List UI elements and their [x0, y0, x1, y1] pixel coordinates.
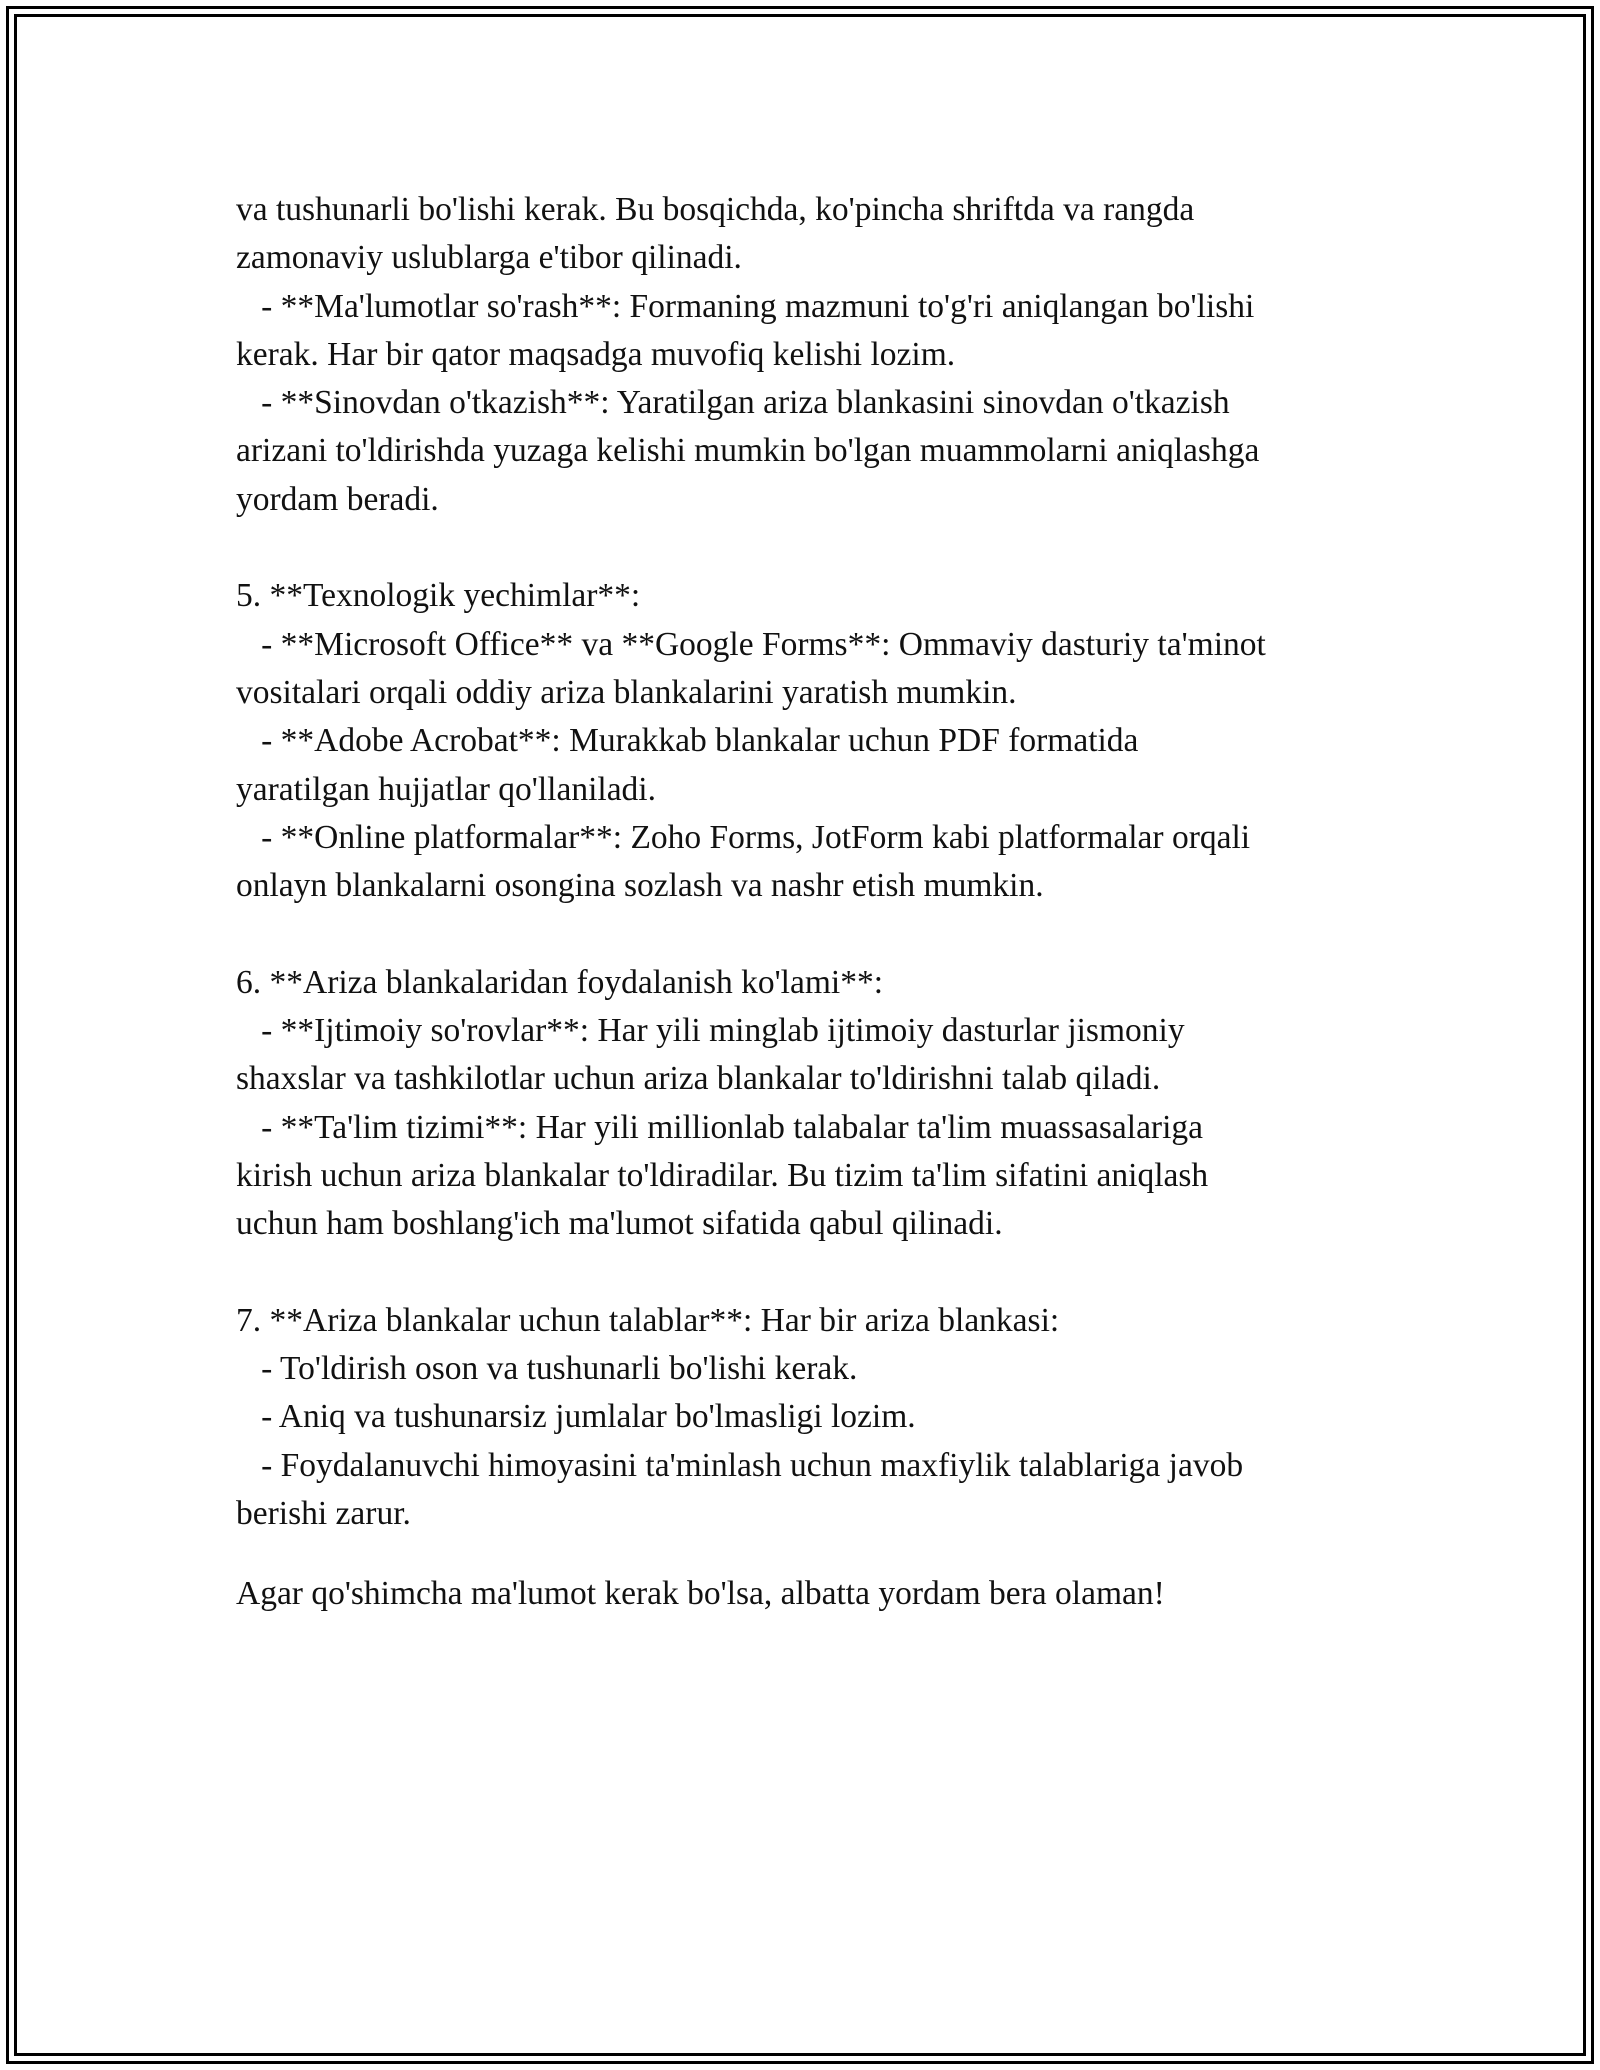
text-line: - **Ta'lim tizimi**: Har yili millionlab talabalar ta'lim muassasalariga [236, 1108, 1204, 1146]
text-line: uchun ham boshlang'ich ma'lumot sifatida qabul qilinadi. [236, 1205, 1003, 1243]
text-line: yaratilgan hujjatlar qo'llaniladi. [236, 770, 656, 808]
paragraph-intro-continuation [236, 186, 1406, 524]
text-line: - **Ma'lumotlar so'rash**: Formaning mazmuni to'g'ri aniqlangan bo'lishi [236, 287, 1255, 325]
text-line: shaxslar va tashkilotlar uchun ariza blankalar to'ldirishni talab qiladi. [236, 1060, 1161, 1098]
text-line: onlayn blankalarni osongina sozlash va nashr etish mumkin. [236, 867, 1044, 905]
text-line: va tushunarli bo'lishi kerak. Bu bosqichda, ko'pincha shriftda va rangda [236, 191, 1195, 228]
section-6-usage-scope [236, 959, 1406, 1249]
paragraph-spacer [236, 1249, 1406, 1297]
document-body [236, 186, 1406, 1619]
text-line: Agar qo'shimcha ma'lumot kerak bo'lsa, albatta yordam bera olaman! [236, 1575, 1165, 1613]
paragraph-spacer [236, 1538, 1406, 1570]
section-heading: 5. **Texnologik yechimlar**: [236, 577, 641, 615]
closing-paragraph [236, 1570, 1406, 1618]
text-line: kirish uchun ariza blankalar to'ldiradilar. Bu tizim ta'lim sifatini aniqlash [236, 1156, 1209, 1194]
text-line: zamonaviy uslublarga e'tibor qilinadi. [236, 239, 742, 277]
text-line: - Aniq va tushunarsiz jumlalar bo'lmasligi lozim. [236, 1398, 916, 1436]
text-line: kerak. Har bir qator maqsadga muvofiq kelishi lozim. [236, 335, 956, 373]
paragraph-spacer [236, 910, 1406, 958]
text-line: yordam beradi. [236, 480, 439, 518]
section-heading: 6. **Ariza blankalaridan foydalanish ko'lami**: [236, 963, 884, 1001]
paragraph-spacer [236, 524, 1406, 572]
text-line: berishi zarur. [236, 1495, 411, 1533]
text-line: - **Ijtimoiy so'rovlar**: Har yili minglab ijtimoiy dasturlar jismoniy [236, 1012, 1185, 1050]
text-line: - **Sinovdan o'tkazish**: Yaratilgan ariza blankasini sinovdan o'tkazish [236, 384, 1230, 422]
text-line: - Foydalanuvchi himoyasini ta'minlash uchun maxfiylik talablariga javob [236, 1446, 1244, 1484]
text-line: vositalari orqali oddiy ariza blankalarini yaratish mumkin. [236, 673, 1017, 711]
text-line: arizani to'ldirishda yuzaga kelishi mumkin bo'lgan muammolarni aniqlashga [236, 432, 1260, 470]
section-7-requirements [236, 1297, 1406, 1538]
text-line: - **Microsoft Office** va **Google Forms**: Ommaviy dasturiy ta'minot [236, 625, 1266, 663]
text-line: - **Online platformalar**: Zoho Forms, JotForm kabi platformalar orqali [236, 818, 1251, 856]
text-line: - To'ldirish oson va tushunarli bo'lishi kerak. [236, 1350, 858, 1388]
text-line: - **Adobe Acrobat**: Murakkab blankalar uchun PDF formatida [236, 722, 1139, 760]
section-heading: 7. **Ariza blankalar uchun talablar**: Har bir ariza blankasi: [236, 1301, 1060, 1339]
section-5-technological-solutions [236, 572, 1406, 910]
